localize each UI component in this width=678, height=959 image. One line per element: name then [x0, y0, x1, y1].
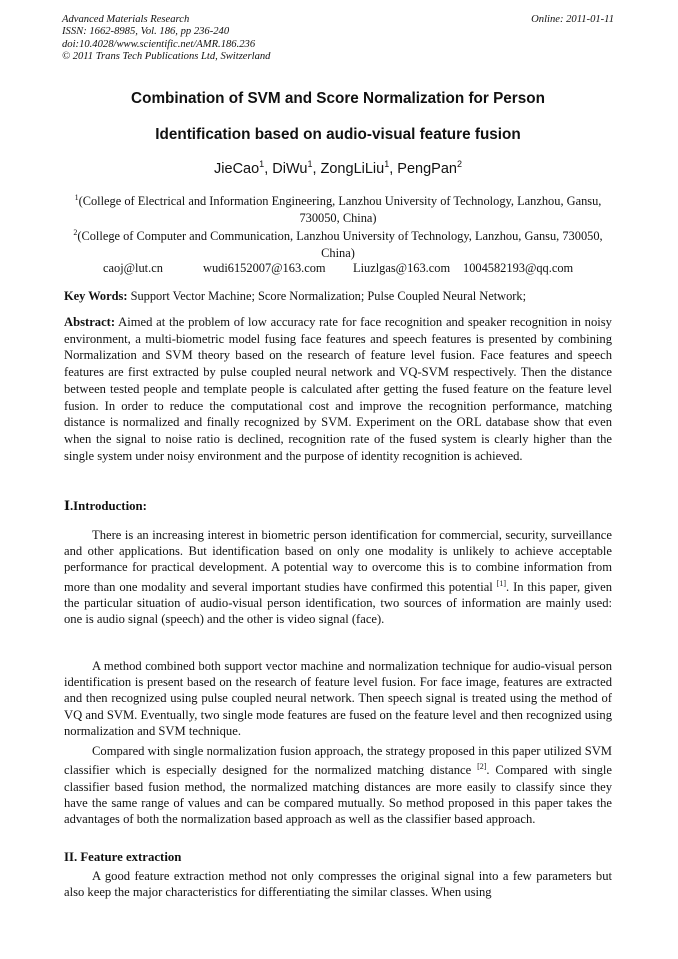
paragraph-text: Compared with single normalization fusion approach, the strategy proposed in this paper utilized SVM classifier which is especially designed for the normalized matching distance: [64, 744, 612, 778]
author-name: PengPan: [397, 160, 457, 177]
affiliation-mark: 1: [74, 193, 79, 202]
email-address: 1004582193@qq.com: [463, 261, 574, 275]
affiliation-mark: 2: [73, 228, 78, 237]
online-date: Online: 2011-01-11: [531, 14, 614, 25]
author-affiliation-mark: 2: [456, 159, 462, 169]
abstract-label: Abstract:: [64, 315, 116, 329]
paper-title-line2: Identification based on audio-visual feature fusion: [155, 126, 521, 143]
author-name: JieCao: [214, 160, 260, 177]
paragraph-text: . Compared with single classifier based fusion method, the normalized matching distances are more easily to classify since they have the same range of values and can be compared mutually. So method proposed in this paper takes the advantages of both the normalization based approach as well as the classifier based approach.: [64, 763, 613, 826]
paragraph-text: . In this paper, given the particular situation of audio-visual person identification, two sources of information are mainly used: one is audio signal (speech) and the other is video signal (face).: [64, 579, 612, 627]
author-affiliation-mark: 1: [384, 159, 390, 169]
feature-paragraph-1: A good feature extraction method not only compresses the original signal into a few parameters but also keep the major characteristics for differentiating the similar classes. When using: [64, 869, 612, 900]
intro-paragraph-2: A method combined both support vector machine and normalization technique for audio-visual person identification is present based on the research of feature level fusion. For face image, features are extracted and then recognized using pulse coupled neural network. Then speech signal is treated using the method of VQ and SVM. Eventually, two single mode features are fused on the feature level and then recognized using normalization and SVM technique.: [64, 659, 612, 738]
journal-header: [62, 14, 270, 64]
author-affiliation-mark: 1: [307, 159, 313, 169]
abstract: [64, 314, 612, 464]
affiliation-2: [64, 224, 612, 262]
author-name: ZongLiLiu: [320, 160, 385, 177]
paragraph-text: There is an increasing interest in biometric person identification for commercial, security, surveillance and other applications. But identification based on only one modality is unlikely to achieve acceptable performance for practical development. A potential way to overcome this is to combine information from more than one modality and several important studies have confirmed this potential: [64, 528, 612, 594]
issn-line: ISSN: 1662-8985, Vol. 186, pp 236-240: [62, 26, 230, 38]
journal-name: Advanced Materials Research: [62, 14, 190, 25]
email-address: caoj@lut.cn: [103, 261, 163, 275]
intro-paragraph-1: [64, 527, 612, 627]
email-address: wudi6152007@163.com: [203, 261, 326, 275]
keywords-text: Support Vector Machine; Score Normalization; Pulse Coupled Neural Network;: [130, 289, 527, 303]
author-affiliation-mark: 1: [259, 159, 265, 169]
keywords-label: Key Words:: [64, 289, 128, 303]
intro-paragraph-3: [64, 743, 612, 827]
affiliation-1: [64, 189, 612, 227]
citation-ref[interactable]: [1]: [496, 578, 507, 588]
affiliation-text: (College of Computer and Communication, Lanzhou University of Technology, Lanzhou, Gansu, 730050, China): [77, 229, 603, 261]
citation-ref[interactable]: [2]: [477, 762, 487, 772]
copyright-line: © 2011 Trans Tech Publications Ltd, Switzerland: [62, 51, 271, 63]
section-heading-feature-extraction: II. Feature extraction: [64, 850, 182, 864]
email-address: Liuzlgas@163.com: [353, 261, 451, 275]
author-list: JieCao$^1$, DiWu$^1$, ZongLiLiu$^1$, PengPan$^2$: [214, 159, 462, 177]
keywords: [64, 289, 612, 304]
abstract-text: Aimed at the problem of low accuracy rate for face recognition and speaker recognition in noisy environment, a multi-biometric model fusing face features and speech features is presented by combining Normalization and SVM theory based on the research of feature level fusion. Face features and speech features are first extracted by pulse coupled neural network and VQ-SVM respectively. Then the distance between tested people and template people is calculated after getting the fused feature on the feature level fusion. In order to reduce the computational cost and improve the recognition performance, matching distance is normalized and finally recognized by SVM. Experiment on the ORL database show that even when the signal to noise ratio is declined, recognition rate of the fused system is clearly higher than the single system under noisy environment and the purpose of identity recognition is achieved.: [64, 315, 612, 463]
doi-line: doi:10.4028/www.scientific.net/AMR.186.236: [62, 38, 256, 50]
author-name: DiWu: [272, 160, 308, 177]
paper-title-line1: Combination of SVM and Score Normalization for Person: [131, 90, 545, 107]
section-heading-introduction: Ⅰ.Introduction:: [64, 499, 147, 513]
affiliation-text: (College of Electrical and Information Engineering, Lanzhou University of Technology, Lanzhou, Gansu, 730050, China): [78, 194, 602, 226]
